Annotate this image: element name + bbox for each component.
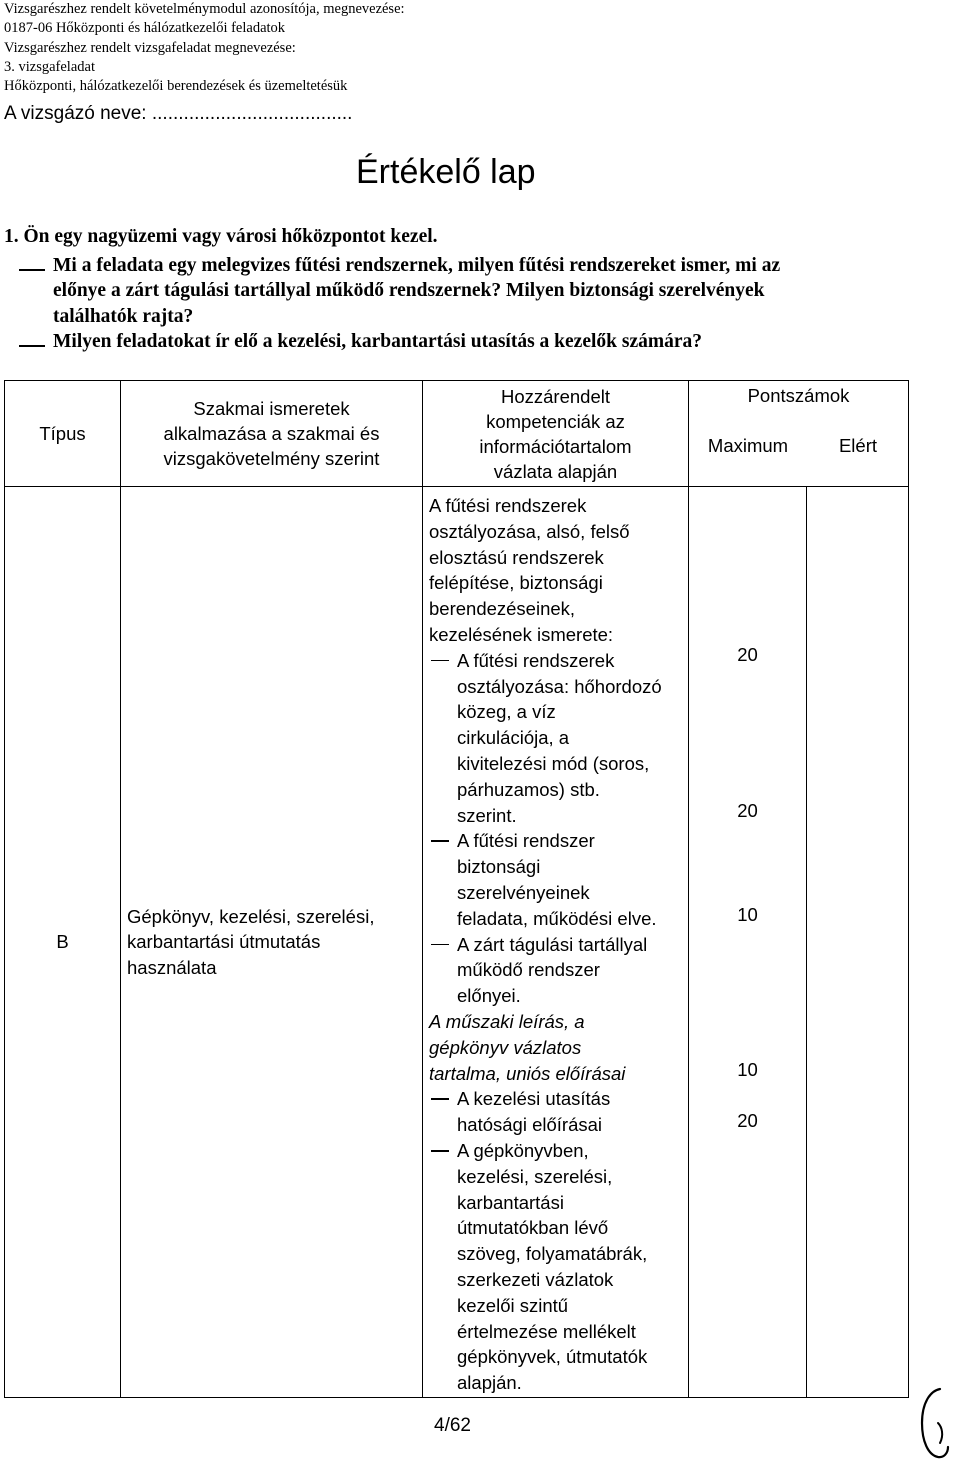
question-bullet1-line3: találhatók rajta? [53,306,194,327]
header-szakmai-line1: Szakmai ismeretek [193,398,350,419]
header-szakmai [121,381,423,487]
item-line: működő rendszer [457,959,600,981]
elert-label: Elért [838,435,878,456]
item-line: A fűtési rendszer [457,830,595,852]
item-line: kezelői szintű [457,1294,569,1316]
item-line: alapján. [457,1372,522,1394]
max-value: 20 [737,644,758,665]
szakmai-line3: használata [127,956,217,978]
header-line-3: Vizsgarészhez rendelt vizsgafeladat megnevezése: [4,39,296,56]
item-line: előnyei. [457,985,521,1007]
header-szakmai-line2: alkalmazása a szakmai és [163,423,380,444]
intro-line: A fűtési rendszerek [429,495,587,516]
pontszamok-label: Pontszámok [747,385,850,406]
italic-line: tartalma, uniós előírásai [429,1062,626,1084]
signature-mark [908,1383,958,1463]
max-value: 10 [737,904,758,925]
szakmai-line1: Gépkönyv, kezelési, szerelési, [127,905,375,927]
item-line: A kezelési utasítás [457,1088,611,1110]
header-szakmai-line3: vizsgakövetelmény szerint [163,448,380,469]
italic-line: gépkönyv vázlatos [429,1036,582,1058]
item-line: útmutatókban lévő [457,1217,609,1239]
item-line: A zárt tágulási tartállyal [457,933,648,955]
dash-mark [19,345,45,347]
header-komp-line4: vázlata alapján [493,460,618,482]
evaluation-table [4,380,909,1398]
item-line: szerint. [457,804,517,826]
item-line: szöveg, folyamatábrák, [457,1243,648,1265]
header-tipus-label: Típus [39,423,86,444]
page-title: Értékelő lap [356,153,536,191]
item-line: közeg, a víz [457,701,556,723]
kompetencia-cell [423,487,689,1398]
italic-line: A műszaki leírás, a [429,1010,585,1032]
header-komp-line1: Hozzárendelt [500,385,610,407]
item-line: hatósági előírásai [457,1114,603,1136]
item-line: osztályozása: hőhordozó [457,675,662,697]
intro-line: felépítése, biztonsági [429,572,603,594]
list-item [429,932,684,1009]
item-line: kezelési, szerelési, [457,1165,613,1187]
question-bullet1-line1: Mi a feladata egy melegvizes fűtési rendszernek, milyen fűtési rendszereket ismer, mi az [53,255,781,276]
maximum-label: Maximum [707,435,789,456]
item-line: biztonsági [457,856,541,878]
header-line-5: Hőközponti, hálózatkezelői berendezések és üzemeltetésük [4,78,348,95]
item-line: feladata, működési elve. [457,907,657,929]
header-line-1: Vizsgarészhez rendelt követelménymodul azonosítója, megnevezése: [4,1,405,17]
page-number: 4/62 [434,1415,471,1436]
item-line: A gépkönyvben, [457,1139,589,1161]
header-tipus [5,381,121,487]
list-item [429,1086,684,1138]
item-line: értelmezése mellékelt [457,1320,636,1342]
item-line: A fűtési rendszerek [457,649,615,671]
szakmai-line2: karbantartási útmutatás [127,931,321,953]
question-number-line: 1. Ön egy nagyüzemi vagy városi hőközpontot kezel. [4,226,438,247]
header-komp-line2: kompetenciák az [486,410,625,432]
list-item [429,828,684,931]
document-header [4,0,405,96]
item-line: cirkulációja, a [457,727,570,749]
header-komp-line3: információtartalom [479,435,632,457]
item-line: szerkezeti vázlatok [457,1268,614,1290]
header-line-2: 0187-06 Hőközponti és hálózatkezelői feladatok [4,20,286,37]
question-bullet1-line2: előnye a zárt tágulási tartállyal működő rendszernek? Milyen biztonsági szerelvények [53,280,765,301]
candidate-name-line: A vizsgázó neve: ...................................... [4,103,353,124]
list-item [429,648,684,829]
szakmai-cell [121,487,423,1398]
max-value: 20 [737,800,758,821]
intro-line: osztályozása, alsó, felső [429,520,630,542]
item-line: karbantartási [457,1191,564,1213]
intro-line: kezelésének ismerete: [429,623,614,645]
item-line: szerelvényeinek [457,881,590,903]
intro-line: elosztású rendszerek [429,546,604,568]
list-item [429,1138,684,1396]
header-line-4: 3. vizsgafeladat [4,58,95,75]
dash-mark [19,269,45,271]
header-kompetenciak [423,381,689,487]
item-line: gépkönyvek, útmutatók [457,1346,648,1368]
item-line: kivitelezési mód (soros, [457,752,650,774]
max-value: 10 [737,1059,758,1080]
elert-cell [807,487,909,1398]
tipus-cell [5,487,121,1398]
item-line: párhuzamos) stb. [457,778,600,800]
tipus-value: B [56,931,69,952]
intro-line: berendezéseinek, [429,598,576,620]
max-value: 20 [737,1110,758,1131]
header-pontszamok [689,381,909,487]
maximum-cell [689,487,807,1398]
question-bullet2: Milyen feladatokat ír elő a kezelési, karbantartási utasítás a kezelők számára? [53,331,703,352]
